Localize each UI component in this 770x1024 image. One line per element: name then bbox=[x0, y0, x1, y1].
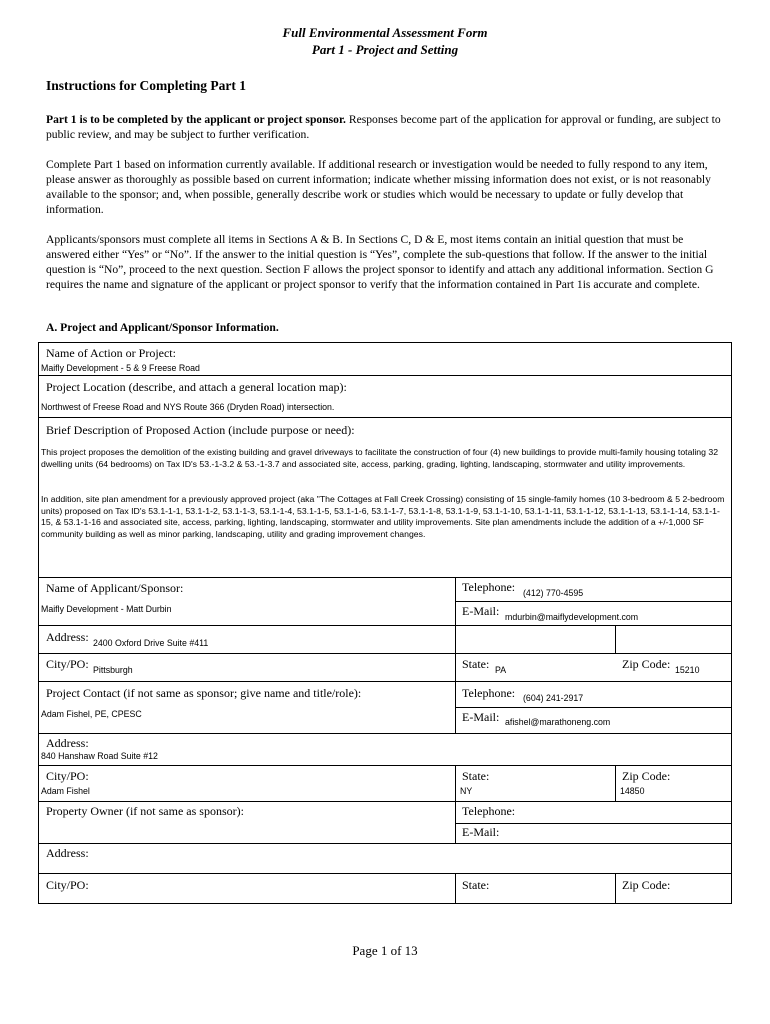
row-divider bbox=[39, 733, 731, 734]
contact-telephone-label: Telephone: bbox=[462, 686, 516, 700]
instructions-paragraph-2: Complete Part 1 based on information currently available. If additional research or investigation would be needed to fully respond to any item, please answer as thoroughly as possible based on current information; indicate whether missing information does not exist, or is not reasonably available to the sponsor; and, when possible, generally describe work or studies which would be necessary to update or fully develop that information. bbox=[46, 158, 711, 216]
owner-email-label: E-Mail: bbox=[462, 825, 500, 839]
owner-telephone-label: Telephone: bbox=[462, 804, 516, 818]
applicant-address-field[interactable]: 2400 Oxford Drive Suite #411 bbox=[93, 638, 209, 648]
row-divider bbox=[39, 843, 731, 844]
contact-zip-field[interactable]: 14850 bbox=[620, 786, 645, 796]
row-divider bbox=[39, 653, 731, 654]
contact-address-label: Address: bbox=[46, 736, 89, 750]
instructions-paragraph-1-text: Responses become part of the application for approval or funding, are subject to public review, and may be subject to further verification. bbox=[46, 113, 721, 141]
instructions-paragraph-1-bold: Part 1 is to be completed by the applicant or project sponsor. bbox=[46, 113, 346, 126]
applicant-state-field[interactable]: PA bbox=[495, 665, 507, 675]
contact-email-label: E-Mail: bbox=[462, 710, 500, 724]
applicant-name-field[interactable]: Maifly Development - Matt Durbin bbox=[41, 604, 172, 614]
action-name-field[interactable]: Maifly Development - 5 & 9 Freese Road bbox=[41, 363, 200, 373]
column-divider bbox=[615, 765, 616, 801]
column-divider bbox=[455, 577, 456, 653]
applicant-city-label: City/PO: bbox=[46, 657, 89, 671]
column-divider bbox=[455, 653, 456, 733]
column-divider bbox=[455, 765, 456, 843]
project-location-label: Project Location (describe, and attach a general location map): bbox=[46, 380, 347, 394]
section-a-heading: A. Project and Applicant/Sponsor Information. bbox=[46, 321, 279, 334]
contact-email-field[interactable]: afishel@marathoneng.com bbox=[505, 717, 611, 727]
row-divider bbox=[39, 801, 731, 802]
row-divider bbox=[455, 707, 731, 708]
applicant-telephone-label: Telephone: bbox=[462, 580, 516, 594]
contact-state-field[interactable]: NY bbox=[460, 786, 473, 796]
column-divider bbox=[455, 873, 456, 903]
description-label: Brief Description of Proposed Action (include purpose or need): bbox=[46, 423, 355, 437]
project-contact-field[interactable]: Adam Fishel, PE, CPESC bbox=[41, 709, 142, 719]
instructions-heading: Instructions for Completing Part 1 bbox=[46, 78, 246, 93]
applicant-state-label: State: bbox=[462, 657, 490, 671]
page-number: Page 1 of 13 bbox=[352, 943, 418, 958]
applicant-zip-label: Zip Code: bbox=[622, 657, 671, 671]
row-divider bbox=[39, 417, 731, 418]
instructions-paragraph-3: Applicants/sponsors must complete all items in Sections A & B. In Sections C, D & E, most items contain an initial question that must be answered either “Yes” or “No”. If the answer to the initial question is “Yes”, complete the sub-questions that follow. If the answer to the initial question is “No”, proceed to the next question. Section F allows the project sponsor to identify and attach any additional information. Section G requires the name and signature of the applicant or project sponsor to verify that the information contained in Part 1is accurate and complete. bbox=[46, 233, 714, 291]
form-title: Full Environmental Assessment Form bbox=[282, 25, 488, 40]
applicant-city-field[interactable]: Pittsburgh bbox=[93, 665, 133, 675]
contact-zip-label: Zip Code: bbox=[622, 769, 671, 783]
applicant-telephone-field[interactable]: (412) 770-4595 bbox=[523, 588, 584, 598]
applicant-email-field[interactable]: mdurbin@maiflydevelopment.com bbox=[505, 612, 639, 622]
contact-state-label: State: bbox=[462, 769, 490, 783]
contact-city-label: City/PO: bbox=[46, 769, 89, 783]
owner-city-label: City/PO: bbox=[46, 878, 89, 892]
row-divider bbox=[455, 823, 731, 824]
row-divider bbox=[39, 625, 731, 626]
applicant-name-label: Name of Applicant/Sponsor: bbox=[46, 581, 184, 595]
contact-telephone-field[interactable]: (604) 241-2917 bbox=[523, 693, 584, 703]
description-field-p2[interactable]: In addition, site plan amendment for a previously approved project (aka "The Cottages at Fall Creek Crossing) consisting of 15 single-family homes (10 3-bedroom & 5 2-bedroom units) proposed on Tax ID's 53.1-1-1, 53.1-1-2, 53.1-1-3, 53.1-1-4, 53.1-1-5, 53.1-1-6, 53.1-1-7, 53.1-1-8, 53.1-1-9, 53.1-1-10, 53.1-1-11, 53.1-1-12, 53.1-1-13, 53.1-1-14, 53.1-1-15, & 53.1-1-16 and associated site, access, parking, lighting, landscaping, stormwater and utility improvements. Site plan amendments include the addition of a +/-1,000 SF community building as well as minor parking, landscaping, utility and grading improvement changes. bbox=[41, 494, 725, 539]
description-field-p1[interactable]: This project proposes the demolition of the existing building and gravel driveways to facilitate the construction of four (4) new buildings to provide multi-family housing totaling 32 dwelling units (64 bedrooms) on Tax ID's 53.-1-3.2 & 53.-1-3.7 and associated site, access, parking, grading, lighting, landscaping, stormwater and utility improvements. bbox=[41, 447, 719, 469]
column-divider bbox=[615, 625, 616, 653]
form-subtitle: Part 1 - Project and Setting bbox=[311, 42, 459, 57]
row-divider bbox=[39, 577, 731, 578]
row-divider bbox=[39, 873, 731, 874]
row-divider bbox=[455, 601, 731, 602]
contact-city-field[interactable]: Adam Fishel bbox=[41, 786, 90, 796]
project-location-field[interactable]: Northwest of Freese Road and NYS Route 366 (Dryden Road) intersection. bbox=[41, 402, 335, 412]
instructions-paragraph-1 bbox=[46, 112, 726, 142]
owner-state-label: State: bbox=[462, 878, 490, 892]
row-divider bbox=[39, 765, 731, 766]
project-info-form bbox=[38, 342, 732, 904]
project-contact-label: Project Contact (if not same as sponsor; give name and title/role): bbox=[46, 686, 362, 700]
applicant-address-label: Address: bbox=[46, 630, 89, 644]
column-divider bbox=[615, 873, 616, 903]
row-divider bbox=[39, 681, 731, 682]
owner-zip-label: Zip Code: bbox=[622, 878, 671, 892]
action-name-label: Name of Action or Project: bbox=[46, 346, 176, 360]
property-owner-label: Property Owner (if not same as sponsor): bbox=[46, 804, 244, 818]
owner-address-label: Address: bbox=[46, 846, 89, 860]
applicant-email-label: E-Mail: bbox=[462, 604, 500, 618]
applicant-zip-field[interactable]: 15210 bbox=[675, 665, 700, 675]
contact-address-field[interactable]: 840 Hanshaw Road Suite #12 bbox=[41, 751, 158, 761]
row-divider bbox=[39, 375, 731, 376]
